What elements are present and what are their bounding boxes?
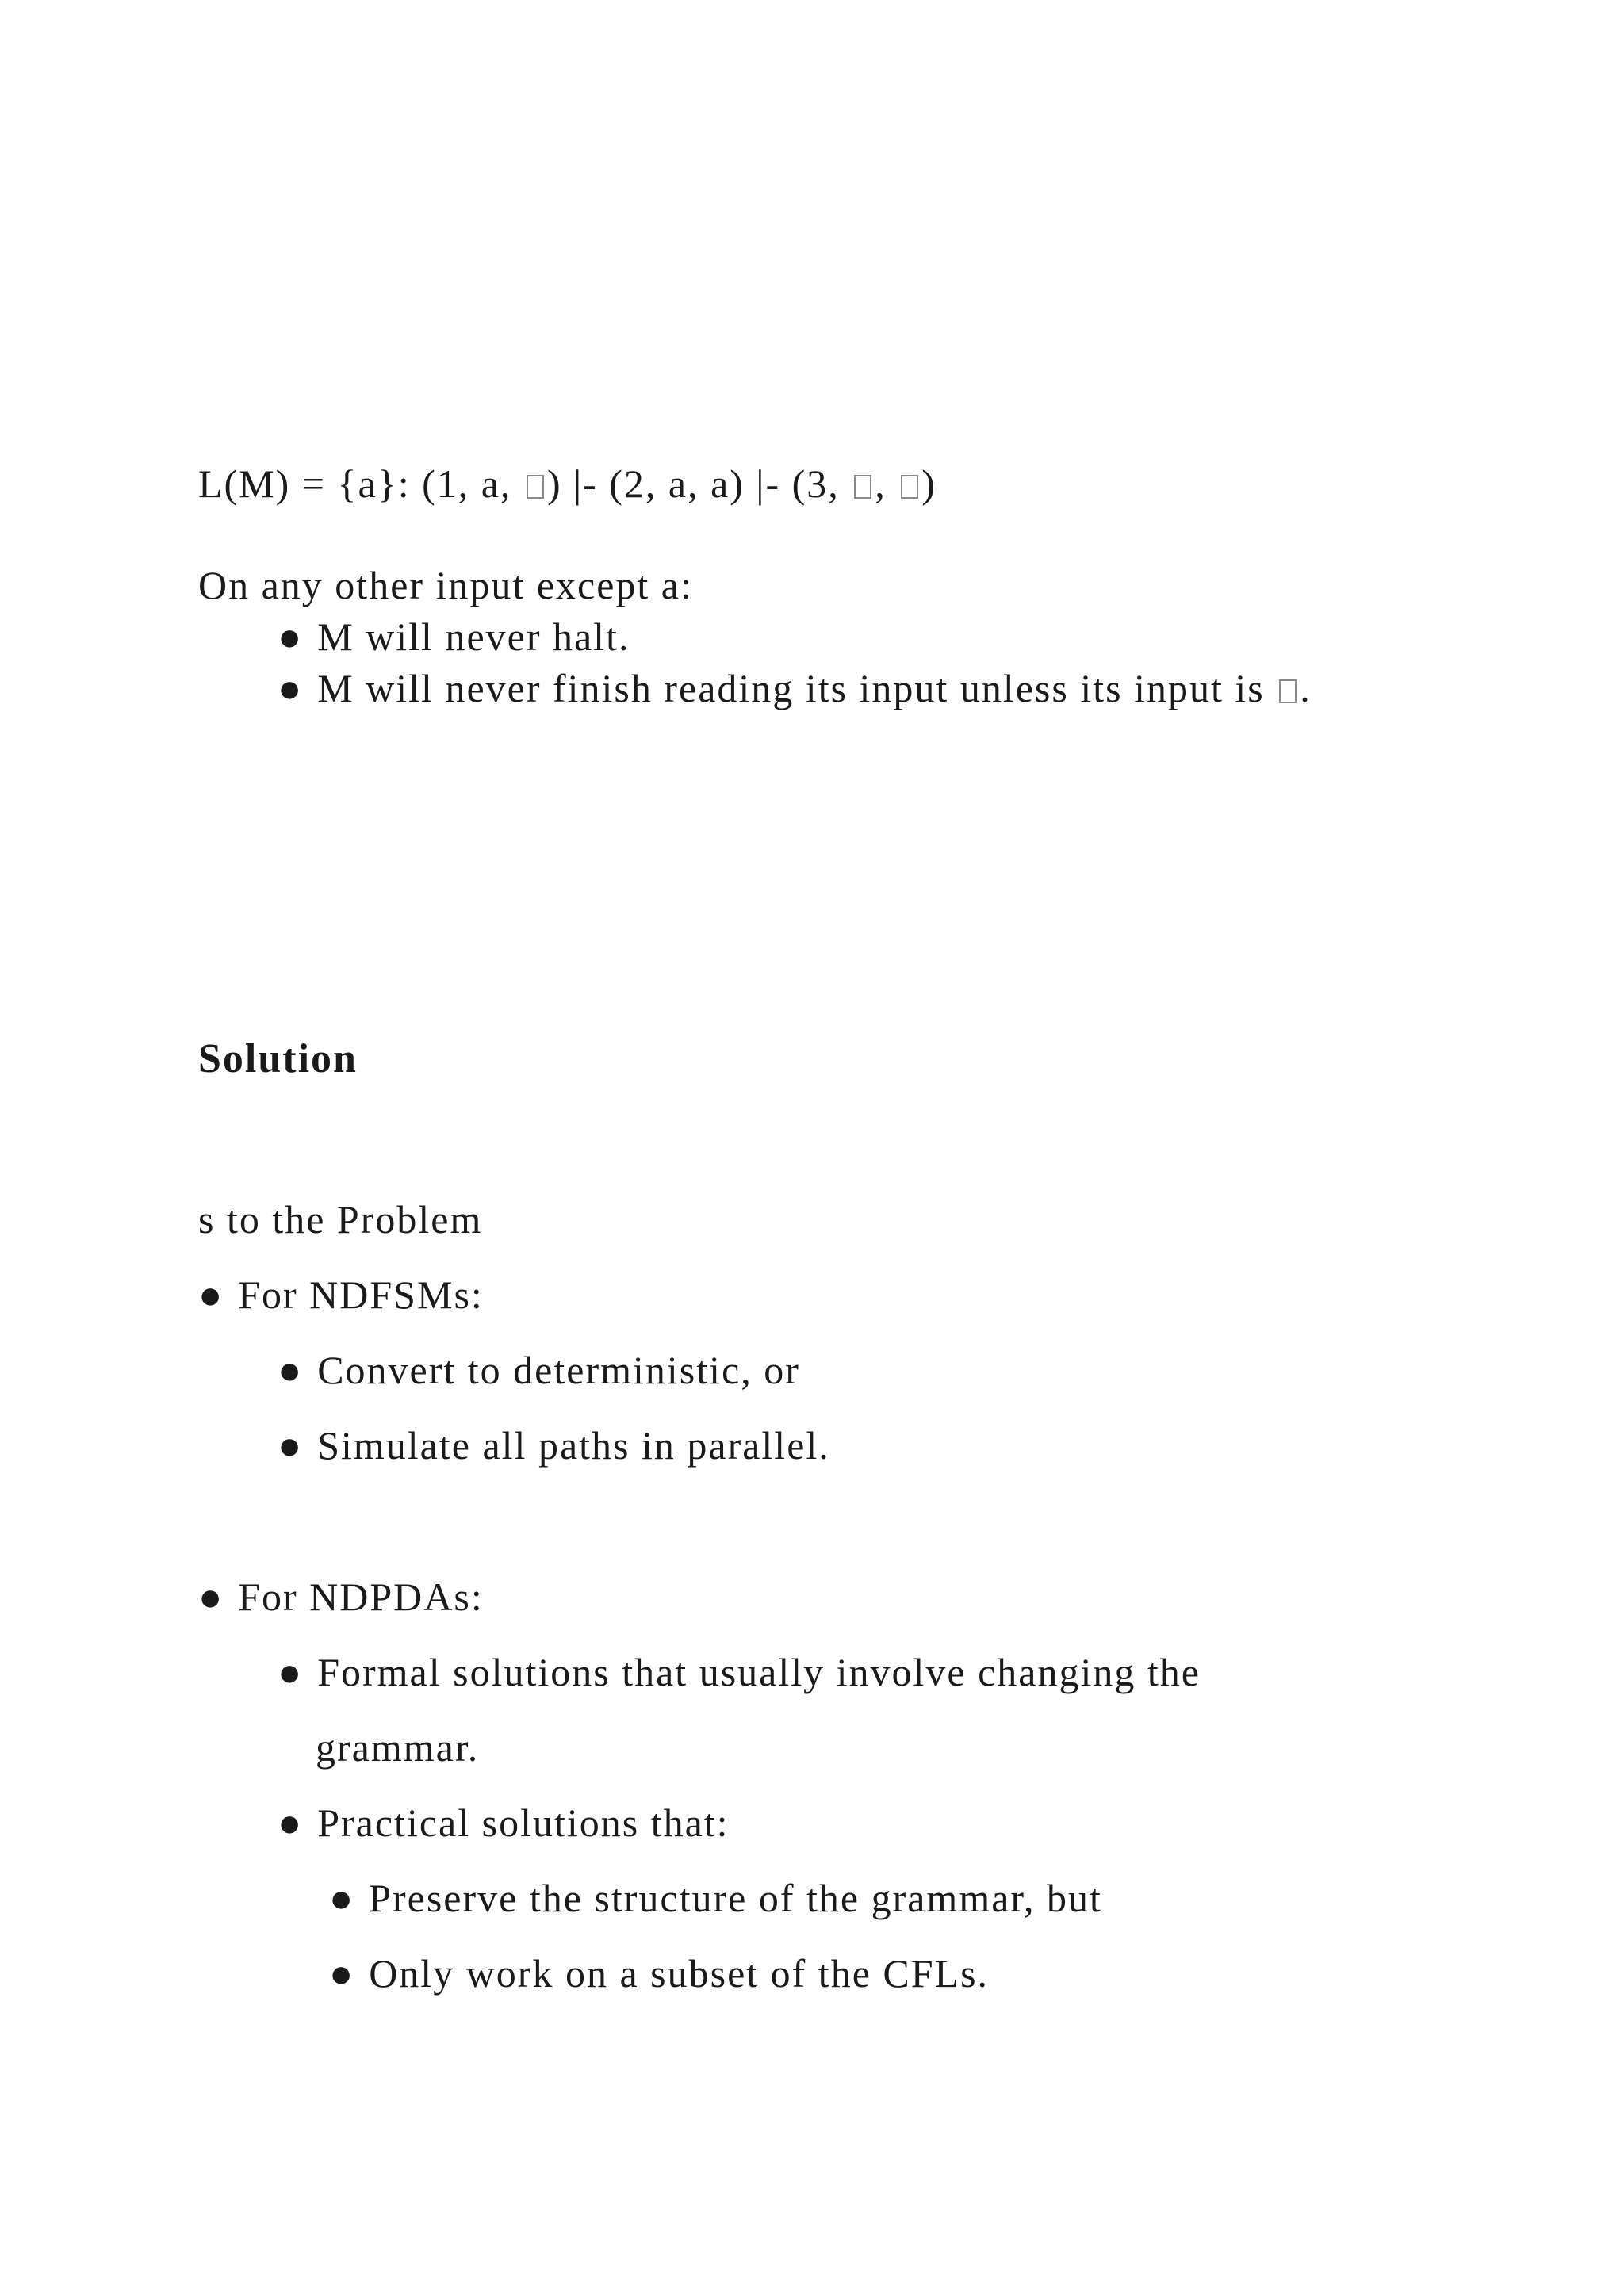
bullet-icon: ● <box>278 666 304 710</box>
list-item: ● Preserve the structure of the grammar, but <box>329 1876 1102 1920</box>
bullet-icon: ● <box>329 1951 355 1996</box>
formula-text: , <box>875 461 898 506</box>
list-item: ● Convert to deterministic, or <box>278 1348 800 1392</box>
formula-text: L(M) = {a}: (1, a, <box>198 461 523 506</box>
list-item: ● Practical solutions that: <box>278 1800 730 1845</box>
formula-line <box>198 460 936 507</box>
blank-symbol-icon <box>854 475 871 499</box>
section-heading: Solution <box>198 1036 358 1081</box>
blank-symbol-icon <box>901 475 918 499</box>
list-item: ● For NDPDAs: <box>198 1575 484 1619</box>
bullet-icon: ● <box>329 1876 355 1920</box>
list-item: ● Simulate all paths in parallel. <box>278 1423 830 1468</box>
bullet-icon: ● <box>278 614 304 659</box>
list-item: ● Formal solutions that usually involve changing the <box>278 1650 1201 1694</box>
subheading-text: s to the Problem <box>198 1197 483 1242</box>
list-item: ● Only work on a subset of the CFLs. <box>329 1951 990 1996</box>
bullet-icon: ● <box>278 1650 304 1694</box>
list-item: ● M will never halt. <box>278 614 630 659</box>
blank-symbol-icon <box>527 475 544 499</box>
list-item-continuation: grammar. <box>316 1725 480 1770</box>
formula-text: ) <box>921 461 936 506</box>
bullet-icon: ● <box>198 1575 224 1619</box>
bullet-icon: ● <box>198 1272 224 1317</box>
formula-text: ) |- (2, a, a) |- (3, <box>546 461 852 506</box>
intro-text: On any other input except a: <box>198 563 693 607</box>
bullet-icon: ● <box>278 1423 304 1468</box>
bullet-icon: ● <box>278 1800 304 1845</box>
bullet-icon: ● <box>278 1348 304 1392</box>
list-item: ● M will never finish reading its input unless its input is . <box>278 666 1312 710</box>
blank-symbol-icon <box>1279 679 1297 703</box>
list-item: ● For NDFSMs: <box>198 1272 484 1317</box>
